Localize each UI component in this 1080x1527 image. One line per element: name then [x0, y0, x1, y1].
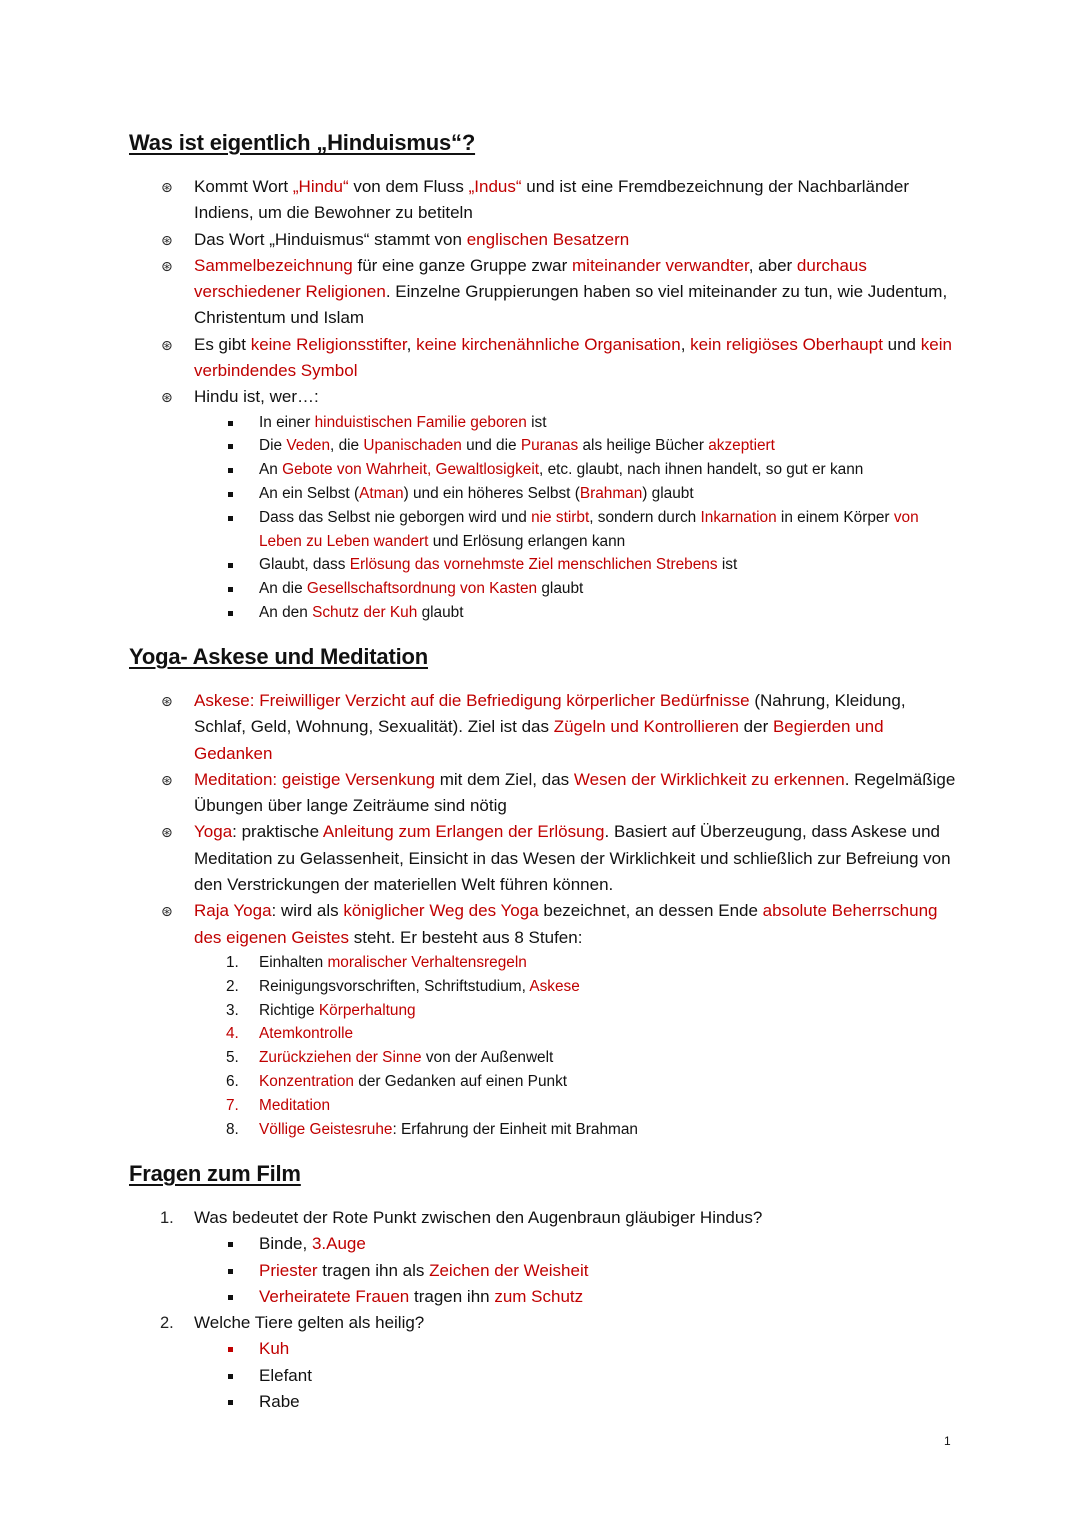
highlighted-text: Gesellschaftsordnung von Kasten [306, 580, 538, 598]
step-number: 1. [226, 953, 239, 971]
highlighted-text: kein verbindendes Symbol [194, 334, 952, 381]
highlighted-text: Inkarnation [700, 508, 777, 526]
circled-asterisk-icon: ⊛ [161, 824, 173, 841]
item-text [194, 335, 952, 380]
sub-list-item [129, 506, 959, 554]
list-number: 1. [160, 1209, 174, 1227]
text-run: für eine ganze Gruppe zwar [352, 255, 572, 275]
highlighted-text: absolute Beherrschung des eigenen Geistes [194, 901, 938, 947]
section-list [129, 688, 959, 1141]
item-text [194, 691, 906, 763]
sub-item-text [259, 1049, 553, 1066]
circled-asterisk-icon: ⊛ [161, 336, 173, 353]
sub-item-text [259, 978, 580, 995]
text-run: Hindu ist, wer…: [194, 387, 319, 407]
sub-item-text [259, 414, 546, 431]
text-run: und die [461, 437, 521, 455]
item-text [194, 1208, 762, 1227]
page-number: 1 [944, 1434, 951, 1448]
highlighted-text: Meditation: geistige Versenkung [194, 769, 435, 789]
sub-list [194, 951, 959, 1141]
sub-list-item [129, 577, 959, 601]
step-number: 7. [226, 1096, 239, 1114]
text-run: , [406, 334, 417, 354]
sub-list-item [129, 975, 959, 999]
text-run: bezeichnet, an dessen Ende [538, 901, 763, 921]
square-bullet-icon [228, 587, 233, 592]
text-run: An die [259, 580, 307, 598]
sub-item-text [259, 509, 919, 550]
list-item [129, 174, 959, 227]
sub-list-item [129, 411, 959, 435]
sub-item-text [259, 604, 464, 621]
highlighted-text: Konzentration [259, 1072, 354, 1090]
section-yoga [129, 644, 959, 1141]
square-bullet-icon [228, 444, 233, 449]
step-number: 5. [226, 1049, 239, 1067]
section-title: Yoga- Askese und Meditation [129, 644, 428, 669]
text-run: ist [526, 413, 547, 431]
square-bullet-icon [228, 1242, 233, 1247]
section-list [129, 1205, 959, 1415]
highlighted-text: Völlige Geistesruhe [259, 1120, 393, 1138]
sub-list-item [129, 553, 959, 577]
sub-item-text [259, 485, 694, 502]
sub-item-text [259, 461, 863, 478]
circled-asterisk-icon: ⊛ [161, 257, 173, 274]
text-run: Elefant [259, 1365, 312, 1385]
text-run: . Einzelne Gruppierungen haben so viel miteinander zu tun, wie Judentum, Christentum und Islam [194, 282, 948, 328]
text-run: Glaubt, dass [259, 556, 350, 574]
step-number: 3. [226, 1001, 239, 1019]
text-run: von der Außenwelt [421, 1049, 554, 1067]
text-run: . Basiert auf Überzeugung, dass Askese und Meditation zu Gelassenheit, Einsicht in das Wesen der Wirklichkeit und schließlich zur Befreiung von den Verstrickungen der materiellen Welt führen können. [194, 822, 951, 895]
text-run: glaubt [537, 580, 584, 598]
highlighted-text: Puranas [520, 437, 579, 455]
text-run: Die [259, 437, 287, 455]
list-item [129, 253, 959, 332]
item-text [194, 770, 955, 815]
sub-item-text [259, 1025, 353, 1042]
highlighted-text: Verheiratete Frauen [259, 1286, 410, 1306]
text-run: : praktische [232, 822, 323, 842]
sub-item-text [259, 1121, 638, 1138]
sub-item-text [259, 1339, 289, 1358]
square-bullet-icon [228, 1374, 233, 1379]
item-text [194, 901, 938, 946]
list-item [129, 767, 959, 820]
highlighted-text: hinduistischen Familie geboren [314, 413, 527, 431]
highlighted-text: zum Schutz [494, 1286, 584, 1306]
sub-item-text [259, 1073, 567, 1090]
sub-list-item [129, 1046, 959, 1070]
square-bullet-icon [228, 468, 233, 473]
square-bullet-icon [228, 563, 233, 568]
highlighted-text: moralischer Verhaltensregeln [327, 953, 527, 971]
square-bullet-icon [228, 492, 233, 497]
item-text [194, 256, 947, 328]
sub-item-text [259, 1234, 366, 1253]
highlighted-text: Brahman [579, 485, 643, 503]
item-text [194, 387, 319, 406]
sub-item-text [259, 1261, 588, 1280]
highlighted-text: Veden [286, 437, 331, 455]
sub-list-item [129, 1284, 959, 1310]
list-item [129, 688, 959, 767]
highlighted-text: „Indus“ [468, 177, 522, 196]
sub-item-text [259, 1002, 416, 1019]
list-item [129, 1205, 959, 1310]
text-run: An ein Selbst ( [259, 485, 360, 503]
text-run: In einer [259, 413, 315, 431]
text-run: An den [259, 604, 313, 622]
highlighted-text: Wesen der Wirklichkeit zu erkennen [573, 769, 845, 789]
text-run: , etc. glaubt, nach ihnen handelt, so gut er kann [539, 461, 864, 479]
highlighted-text: kein religiöses Oberhaupt [690, 334, 883, 354]
highlighted-text: englischen Besatzern [466, 229, 630, 249]
circled-asterisk-icon: ⊛ [161, 231, 173, 248]
sub-list-item [129, 999, 959, 1023]
list-item [129, 819, 959, 898]
text-run: Das Wort „Hinduismus“ stammt von [194, 229, 467, 249]
text-run: Rabe [259, 1392, 300, 1412]
text-run: mit dem Ziel, das [435, 769, 574, 789]
step-number: 6. [226, 1072, 239, 1090]
text-run: , die [330, 437, 364, 455]
text-run: Einhalten [259, 953, 328, 971]
list-item [129, 332, 959, 385]
highlighted-text: Upanischaden [363, 437, 462, 455]
circled-asterisk-icon: ⊛ [161, 903, 173, 920]
square-bullet-icon [228, 516, 233, 521]
sub-list-item [129, 601, 959, 625]
section-title: Was ist eigentlich „Hinduismus“? [129, 130, 476, 155]
square-bullet-icon [228, 1269, 233, 1274]
sub-item-text [259, 954, 527, 971]
text-run: : wird als [271, 901, 344, 921]
highlighted-text: Askese [529, 977, 580, 995]
text-run: glaubt [417, 604, 464, 622]
circled-asterisk-icon: ⊛ [161, 389, 173, 406]
text-run: (Nahrung, Kleidung, Schlaf, Geld, Wohnung, Sexualität). Ziel ist das [194, 691, 906, 737]
text-run: Dass das Selbst nie geborgen wird und [259, 508, 532, 526]
sub-list [194, 1336, 959, 1415]
sub-list-item [129, 1022, 959, 1046]
sub-list-item [129, 482, 959, 506]
square-bullet-icon [228, 1295, 233, 1300]
text-run: Binde, [259, 1234, 312, 1254]
text-run: der Gedanken auf einen Punkt [353, 1072, 568, 1090]
text-run: und Erlösung erlangen kann [428, 532, 626, 550]
circled-asterisk-icon: ⊛ [161, 693, 173, 709]
item-text [194, 822, 951, 894]
highlighted-text: Yoga [194, 822, 233, 842]
item-text [194, 230, 629, 249]
text-run: An [259, 461, 283, 479]
sub-item-text [259, 580, 583, 597]
circled-asterisk-icon: ⊛ [161, 179, 173, 195]
highlighted-text: Raja Yoga [194, 901, 272, 921]
text-run: der [738, 717, 773, 737]
text-run: ) glaubt [642, 485, 694, 503]
list-number: 2. [160, 1314, 174, 1333]
sub-list [194, 1231, 959, 1310]
square-bullet-icon [228, 421, 233, 426]
text-run: ist [717, 556, 738, 574]
item-text [194, 1313, 424, 1332]
highlighted-text: keine Religionsstifter [250, 334, 407, 354]
square-bullet-icon [228, 1400, 233, 1405]
sub-list [194, 411, 959, 625]
section-hinduismus [129, 130, 959, 625]
text-run: Kommt Wort [194, 177, 293, 196]
text-run: steht. Er besteht aus 8 Stufen: [349, 927, 583, 947]
highlighted-text: Kuh [259, 1339, 290, 1359]
highlighted-text: Zeichen der Weisheit [429, 1260, 589, 1280]
highlighted-text: Atemkontrolle [259, 1025, 354, 1043]
highlighted-text: Zügeln und Kontrollieren [553, 717, 739, 737]
highlighted-text: keine kirchenähnliche Organisation [416, 334, 681, 354]
sub-item-text [259, 1287, 583, 1306]
item-text [194, 177, 909, 222]
highlighted-text: Zurückziehen der Sinne [259, 1049, 422, 1067]
sub-item-text [259, 1366, 312, 1385]
text-run: in einem Körper [776, 508, 894, 526]
highlighted-text: Anleitung zum Erlangen der Erlösung [322, 822, 605, 842]
text-run: Richtige [259, 1001, 319, 1019]
sub-list-item [129, 1094, 959, 1118]
step-number: 8. [226, 1120, 239, 1138]
highlighted-text: miteinander verwandter [572, 255, 749, 275]
highlighted-text: Erlösung das vornehmste Ziel menschlichen Strebens [349, 556, 718, 574]
text-run: und ist eine Fremdbezeichnung der Nachbarländer Indiens, um die Bewohner zu betiteln [194, 177, 910, 223]
highlighted-text: Körperhaltung [318, 1001, 416, 1019]
text-run: Was bedeutet der Rote Punkt zwischen den Augenbraun gläubiger Hindus? [194, 1208, 763, 1227]
square-bullet-icon [228, 1347, 233, 1352]
sub-list-item [129, 1231, 959, 1257]
highlighted-text: Priester [259, 1260, 318, 1280]
sub-list-item [129, 458, 959, 482]
text-run: . Regelmäßige Übungen über lange Zeiträume sind nötig [194, 769, 956, 816]
list-item [129, 898, 959, 1141]
sub-list-item [129, 1336, 959, 1362]
list-item [129, 227, 959, 253]
text-run: , sondern durch [589, 508, 701, 526]
section-list [129, 174, 959, 625]
sub-item-text [259, 1392, 300, 1411]
text-run: , aber [748, 255, 797, 275]
sub-item-text [259, 437, 775, 454]
highlighted-text: von Leben zu Leben wandert [259, 508, 919, 550]
section-title: Fragen zum Film [129, 1161, 301, 1186]
sub-list-item [129, 1118, 959, 1142]
highlighted-text: „Hindu“ [292, 177, 349, 196]
sub-list-item [129, 951, 959, 975]
sub-item-text [259, 1097, 330, 1114]
highlighted-text: nie stirbt [531, 508, 590, 526]
text-run: als heilige Bücher [578, 437, 709, 455]
highlighted-text: akzeptiert [708, 437, 775, 455]
text-run: Welche Tiere gelten als heilig? [194, 1313, 425, 1333]
circled-asterisk-icon: ⊛ [161, 771, 173, 788]
sub-list-item [129, 1363, 959, 1389]
list-item [129, 1310, 959, 1415]
highlighted-text: Atman [359, 485, 404, 503]
highlighted-text: 3.Auge [311, 1234, 366, 1254]
highlighted-text: königlicher Weg des Yoga [343, 901, 539, 921]
text-run: tragen ihn [409, 1286, 495, 1306]
highlighted-text: Meditation [259, 1096, 331, 1114]
highlighted-text: durchaus verschiedener Religionen [194, 255, 867, 302]
highlighted-text: Gebote von Wahrheit, Gewaltlosigkeit [282, 461, 540, 479]
section-fragen [129, 1161, 959, 1415]
text-run: Es gibt [194, 334, 251, 354]
text-run: , [680, 334, 691, 354]
sub-list-item [129, 434, 959, 458]
step-number: 4. [226, 1025, 239, 1043]
text-run: von dem Fluss [348, 177, 469, 196]
text-run: Reinigungsvorschriften, Schriftstudium, [259, 977, 530, 995]
square-bullet-icon [228, 611, 233, 616]
list-item [129, 384, 959, 624]
sub-list-item [129, 1389, 959, 1415]
sub-item-text [259, 556, 737, 573]
text-run: und [882, 334, 921, 354]
text-run: tragen ihn als [317, 1260, 430, 1280]
highlighted-text: Schutz der Kuh [312, 604, 418, 622]
text-run: : Erfahrung der Einheit mit Brahman [392, 1120, 638, 1138]
step-number: 2. [226, 977, 239, 995]
highlighted-text: Begierden und Gedanken [194, 717, 884, 763]
highlighted-text: Sammelbezeichnung [194, 255, 353, 275]
sub-list-item [129, 1070, 959, 1094]
text-run: ) und ein höheres Selbst ( [403, 485, 580, 503]
highlighted-text: Askese: Freiwilliger Verzicht auf die Befriedigung körperlicher Bedürfnisse [194, 691, 750, 710]
sub-list-item [129, 1258, 959, 1284]
